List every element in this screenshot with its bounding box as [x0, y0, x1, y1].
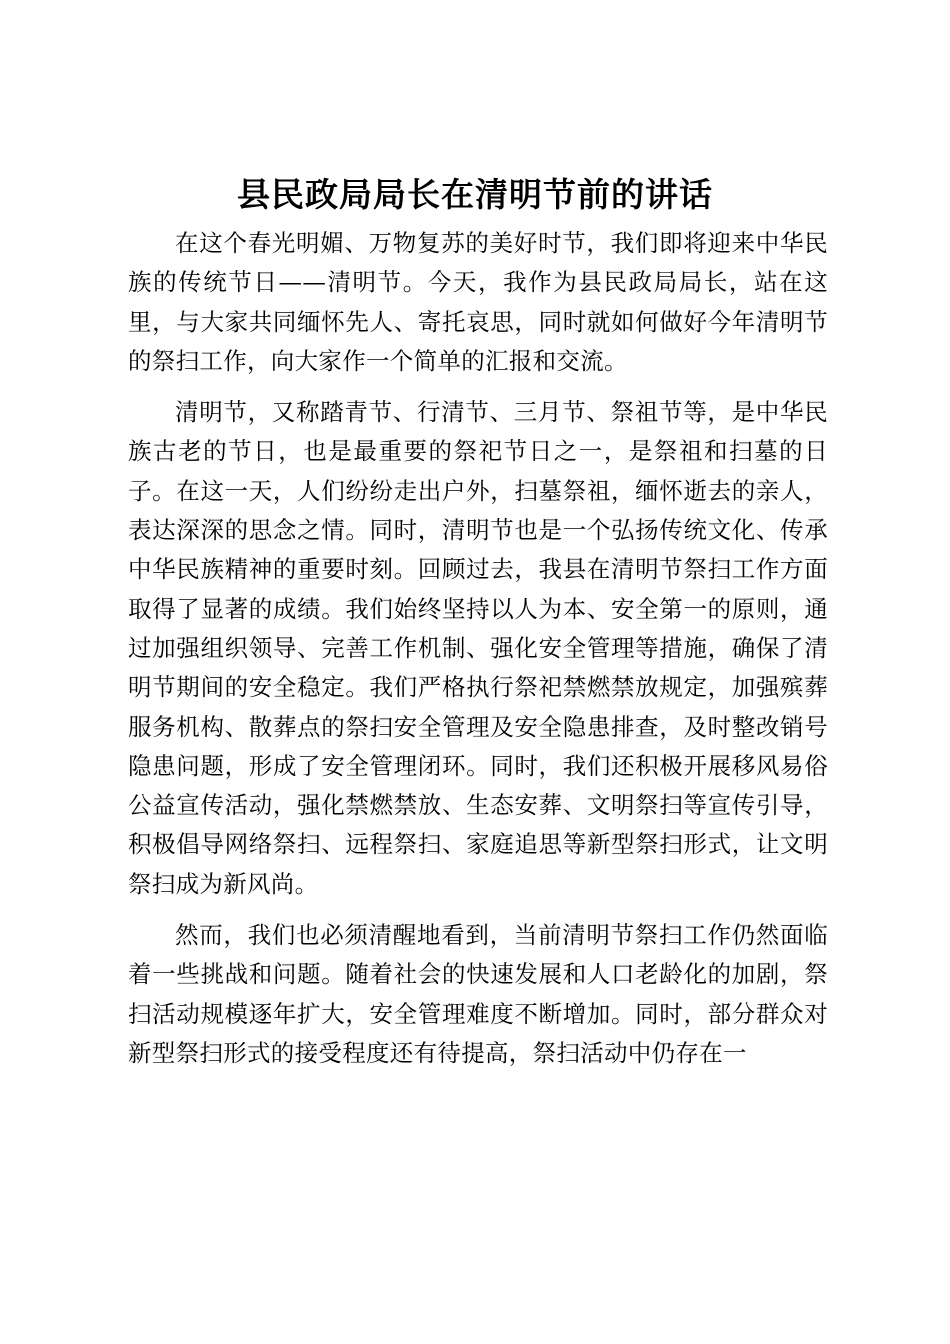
paragraph-2: 清明节，又称踏青节、行清节、三月节、祭祖节等，是中华民族古老的节日，也是最重要的祭祀节日之一，是祭祖和扫墓的日子。在这一天，人们纷纷走出户外，扫墓祭祖，缅怀逝去的亲人，表达深深的思念之情。同时，清明节也是一个弘扬传统文化、传承中华民族精神的重要时刻。回顾过去，我县在清明节祭扫工作方面取得了显著的成绩。我们始终坚持以人为本、安全第一的原则，通过加强组织领导、完善工作机制、强化安全管理等措施，确保了清明节期间的安全稳定。我们严格执行祭祀禁燃禁放规定，加强殡葬服务机构、散葬点的祭扫安全管理及安全隐患排查，及时整改销号隐患问题，形成了安全管理闭环。同时，我们还积极开展移风易俗公益宣传活动，强化禁燃禁放、生态安葬、文明祭扫等宣传引导，积极倡导网络祭扫、远程祭扫、家庭追思等新型祭扫形式，让文明祭扫成为新风尚。	[128, 398, 828, 898]
document-body	[128, 224, 828, 1085]
paragraph-1: 在这个春光明媚、万物复苏的美好时节，我们即将迎来中华民族的传统节日——清明节。今天，我作为县民政局局长，站在这里，与大家共同缅怀先人、寄托哀思，同时就如何做好今年清明节的祭扫工作，向大家作一个简单的汇报和交流。	[128, 229, 828, 375]
paragraph-3: 然而，我们也必须清醒地看到，当前清明节祭扫工作仍然面临着一些挑战和问题。随着社会的快速发展和人口老龄化的加剧，祭扫活动规模逐年扩大，安全管理难度不断增加。同时，部分群众对新型祭扫形式的接受程度还有待提高，祭扫活动中仍存在一	[128, 921, 828, 1067]
document-title: 县民政局局长在清明节前的讲话	[237, 175, 713, 214]
